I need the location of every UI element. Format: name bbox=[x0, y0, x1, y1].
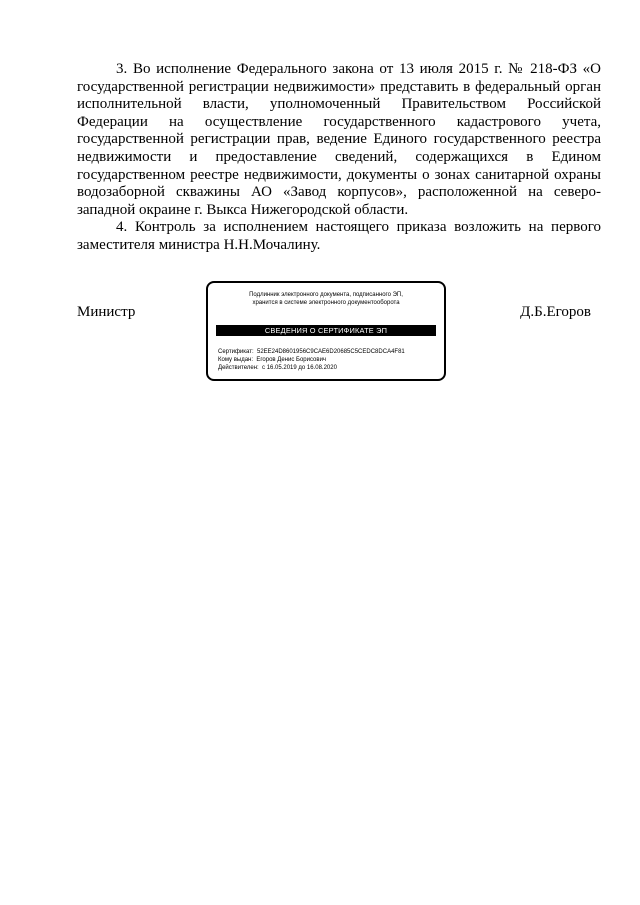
validity-row bbox=[218, 364, 436, 372]
order-body bbox=[77, 61, 601, 255]
stamp-notice-line: хранится в системе электронного документооборота bbox=[252, 300, 400, 306]
issued-to-label: Кому выдан: bbox=[218, 357, 254, 364]
certificate-value: 52EE24D8601956C9CAE6D20685C5CEDC8DCA4F81 bbox=[256, 349, 405, 355]
stamp-notice-line: Подлинник электронного документа, подписанного ЭП, bbox=[249, 292, 403, 298]
paragraph-3: 3. Во исполнение Федерального закона от 13 июля 2015 г. № 218-ФЗ «О государственной регистрации недвижимости» представить в федеральный орган исполнительной власти, уполномоченный Правительством Российской Федерации на осуществление государственного кадастрового учета, государственной регистрации прав, ведение Единого государственного реестра недвижимости и предоставление сведений, содержащихся в Едином государственном реестре недвижимости, документы о зонах санитарной охраны водозаборной скважины АО «Завод корпусов», расположенной на северо-западной окраине г. Выкса Нижегородской области. bbox=[77, 61, 601, 218]
electronic-signature-stamp bbox=[206, 281, 446, 381]
signatory-title: Министр bbox=[77, 304, 136, 320]
stamp-notice bbox=[216, 291, 436, 307]
paragraph-4: 4. Контроль за исполнением настоящего приказа возложить на первого заместителя министра Н.Н.Мочалину. bbox=[77, 219, 601, 253]
stamp-fields bbox=[218, 348, 436, 373]
stamp-header: СВЕДЕНИЯ О СЕРТИФИКАТЕ ЭП bbox=[216, 325, 436, 336]
validity-label: Действителен: bbox=[218, 365, 259, 372]
signatory-name: Д.Б.Егоров bbox=[520, 304, 591, 320]
validity-value: с 16.05.2019 до 16.08.2020 bbox=[262, 365, 337, 372]
issued-to-row bbox=[218, 356, 436, 364]
certificate-label: Сертификат: bbox=[218, 349, 254, 355]
certificate-row bbox=[218, 348, 436, 356]
issued-to-value: Егоров Денис Борисович bbox=[256, 357, 327, 364]
